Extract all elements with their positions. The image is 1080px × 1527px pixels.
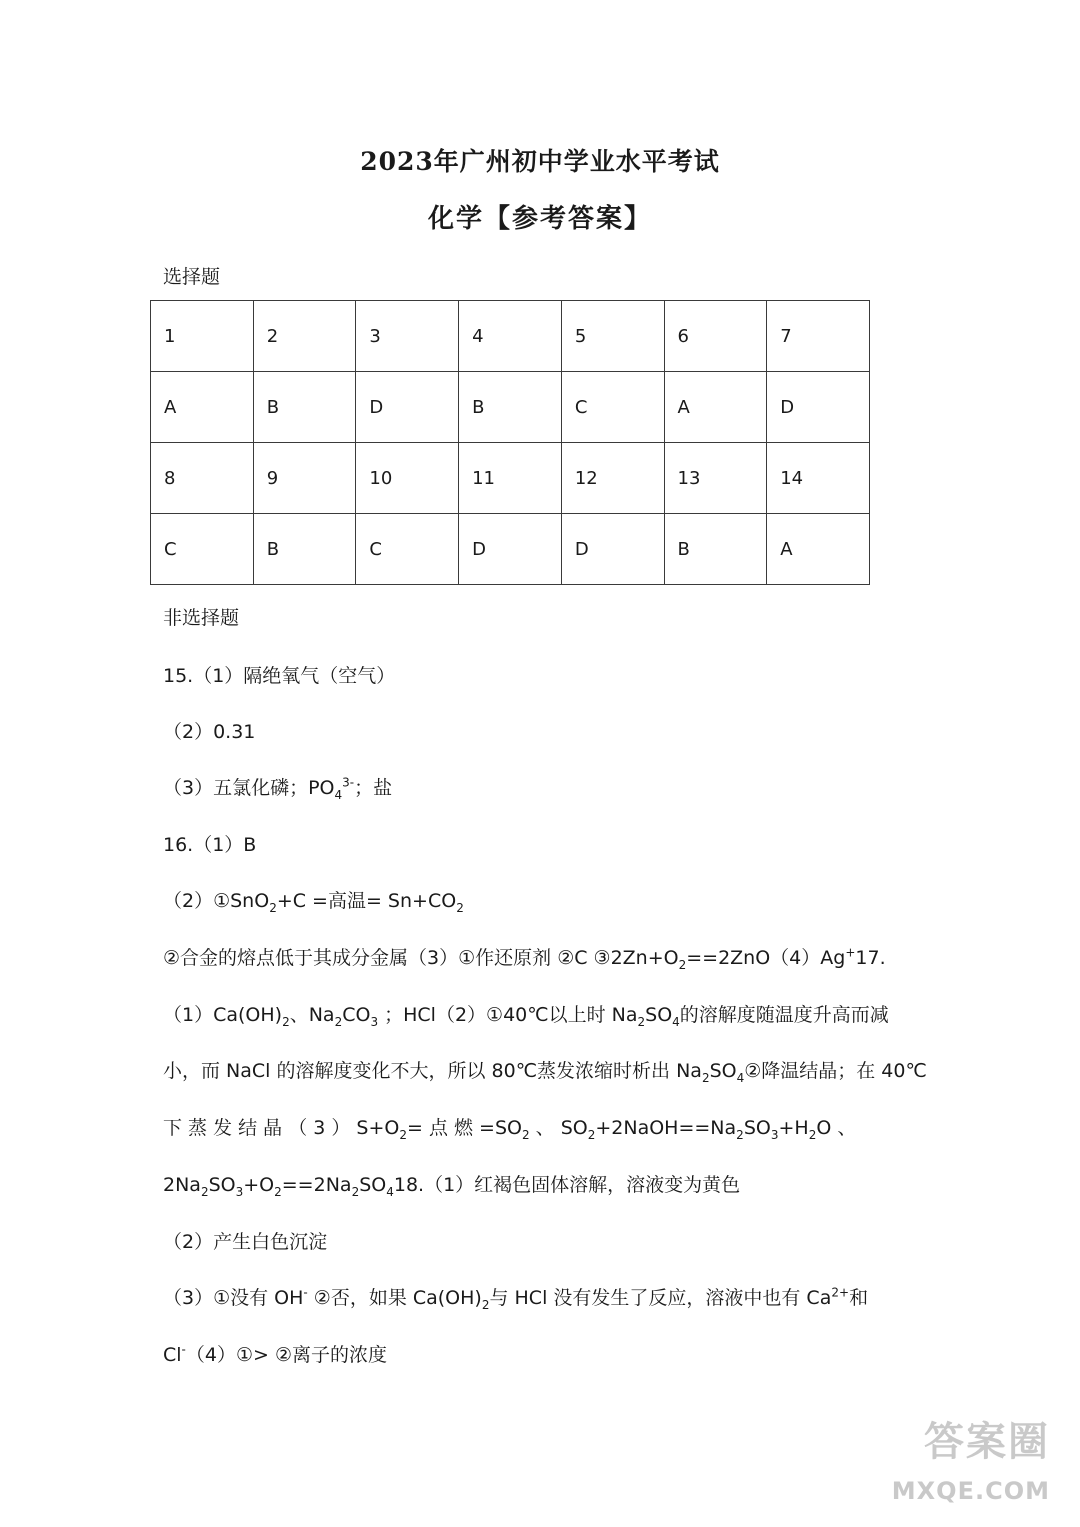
question-number-cell: 1 [151,301,254,372]
question-number-cell: 12 [561,443,664,514]
document-subtitle: 化学【参考答案】 [427,204,652,234]
answer-cell: C [561,372,664,443]
question-number-cell: 7 [767,301,870,372]
answer-row [151,372,870,443]
question-number-cell: 10 [356,443,459,514]
watermark-site-text: MXQE.COM [891,1477,1050,1505]
multiple-choice-heading: 选择题 [163,266,221,288]
q16-part2: （2）①SnO$_2$+C =高温= $Sn+CO_2$ [163,890,464,915]
answer-cell: B [253,514,356,585]
q17-line1: $(1)Ca(OH)_2$、$Na_2CO_3$ ；HCl（2）①40℃以上时 $Na_2SO_4$的溶解度随温度升高而减 [163,1004,889,1029]
q15-part3: （3）五氯化磷；$PO_4^{3-}$；盐 [163,775,393,802]
q16-part1: 16.（1）B [163,834,257,856]
q17-line2: 小，而 NaCl 的溶解度变化不大，所以 80℃蒸发浓缩时析出 $Na_2SO_4②$降温结晶；在 40℃ [163,1060,927,1085]
question-number-cell: 9 [253,443,356,514]
question-number-cell: 3 [356,301,459,372]
question-number-row [151,443,870,514]
answer-cell: A [664,372,767,443]
q17-line4: $2Na_2SO_3+O_2==2Na_2SO_418.(1)$红褐色固体溶解，溶液变为黄色 [163,1174,741,1199]
answer-row [151,514,870,585]
q18-part3: （3）①没有 OH- ②否，如果 $Ca(OH)_2$与 HCl 没有发生了反应，溶液中也有 $Ca^{2+}$和 [163,1285,869,1312]
question-number-row [151,301,870,372]
question-number-cell: 13 [664,443,767,514]
answer-cell: B [253,372,356,443]
answer-cell: B [459,372,562,443]
watermark-logo [890,1410,1050,1505]
answer-cell: B [664,514,767,585]
q17-line3: 下 蒸 发 结 晶 （ 3 ） $S+O_2=$ 点 燃 $=SO_2$ 、 $SO_2+2NaOH==Na_2SO_3+H_2O$ 、 [163,1117,857,1142]
question-number-cell: 5 [561,301,664,372]
question-number-cell: 2 [253,301,356,372]
answer-cell: D [561,514,664,585]
answer-cell: C [356,514,459,585]
answer-cell: D [459,514,562,585]
q15-part1: 15.（1）隔绝氧气（空气） [163,665,396,687]
q18-part4: Cl-（4）①> ②离子的浓度 [163,1342,388,1366]
answer-cell: A [151,372,254,443]
question-number-cell: 4 [459,301,562,372]
question-number-cell: 14 [767,443,870,514]
document-title: 2023年广州初中学业水平考试 [360,147,720,176]
answer-cell: D [767,372,870,443]
answer-cell: D [356,372,459,443]
q15-part2: （2）0.31 [163,721,256,743]
non-multiple-choice-heading: 非选择题 [163,607,240,629]
q16-part3: ②合金的熔点低于其成分金属（3）①作还原剂 ②C $③2Zn+O_2==2ZnO(4)Ag^+17$. [163,945,886,972]
answer-cell: C [151,514,254,585]
q18-part2: （2）产生白色沉淀 [163,1231,328,1253]
watermark-main-text: 答案圈 [924,1419,1050,1465]
question-number-cell: 8 [151,443,254,514]
question-number-cell: 6 [664,301,767,372]
answer-cell: A [767,514,870,585]
question-number-cell: 11 [459,443,562,514]
answer-table [150,300,870,585]
